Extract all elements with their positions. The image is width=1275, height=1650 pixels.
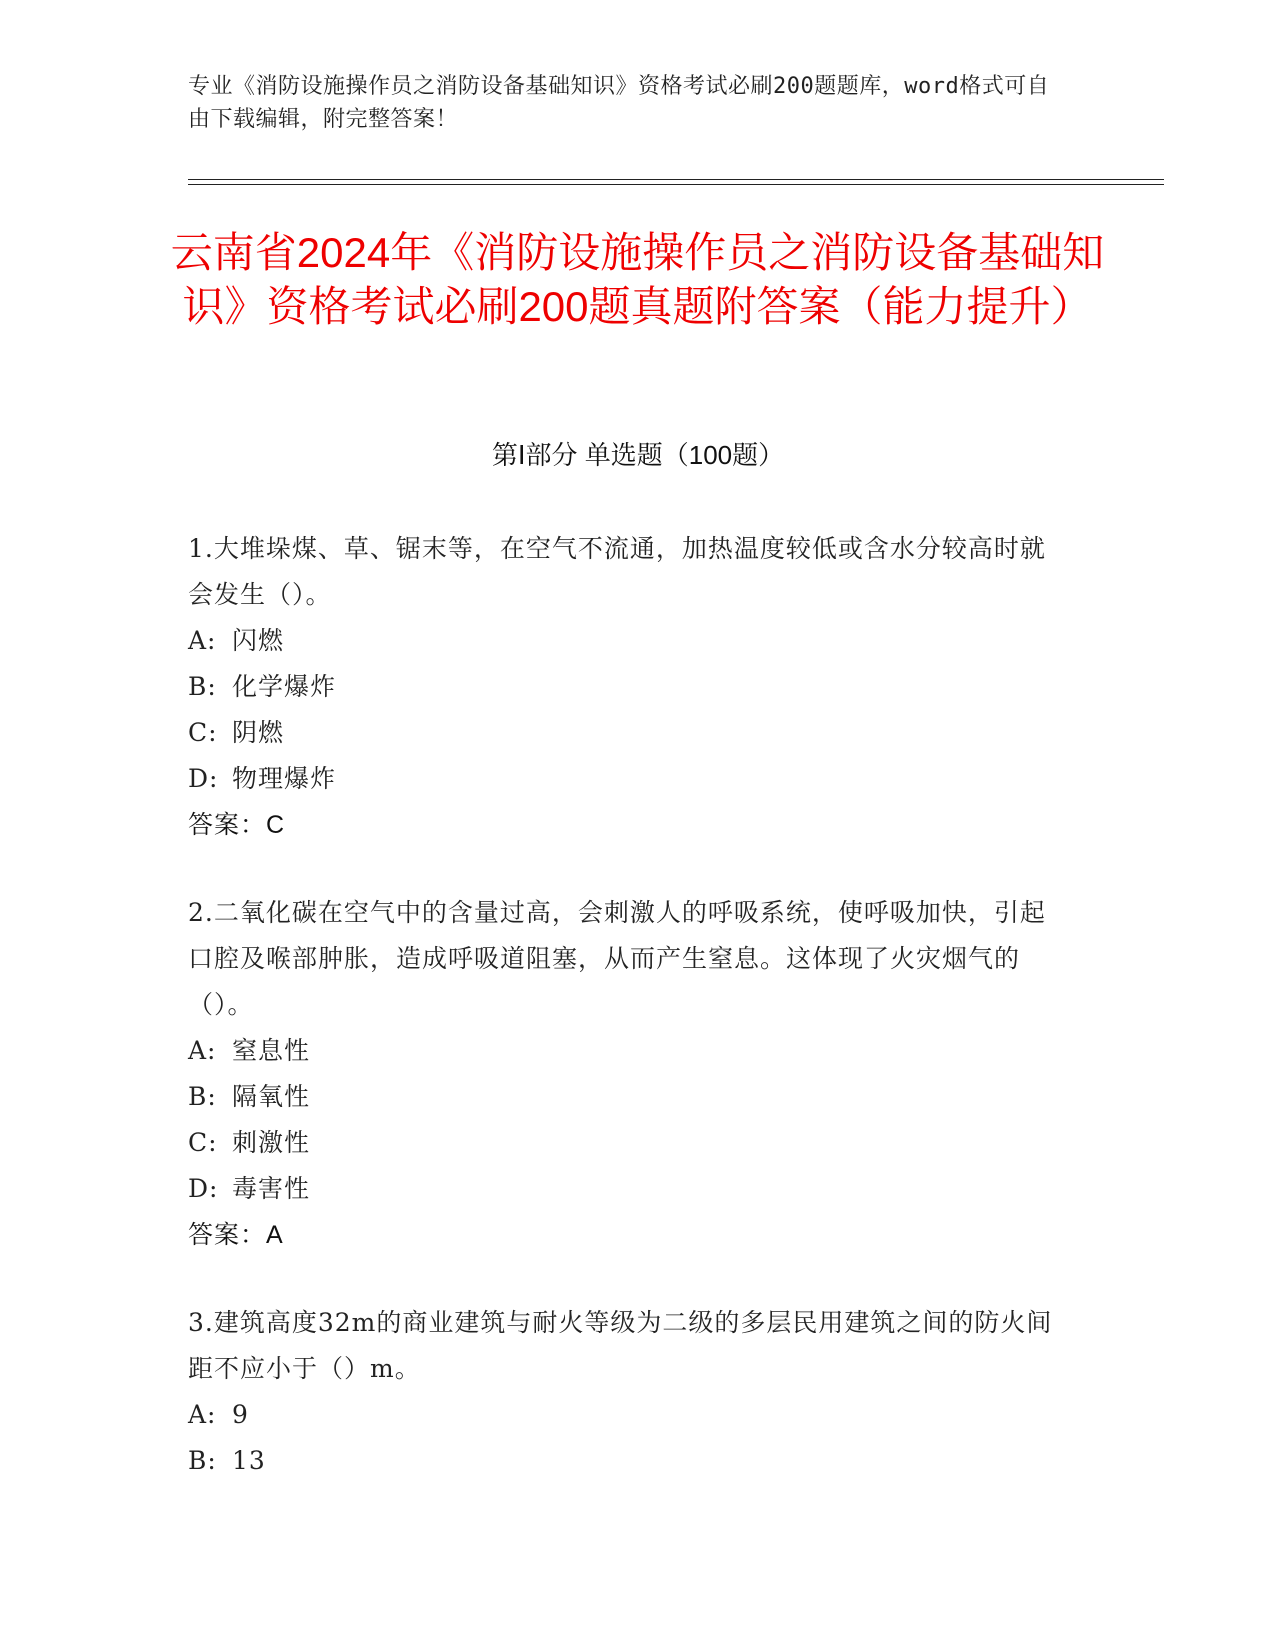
option-text: 刺激性	[232, 1128, 311, 1157]
question-2	[188, 890, 1058, 1258]
document-title: 云南省2024年《消防设施操作员之消防设备基础知识》资格考试必刷200题真题附答案（能力提升）	[170, 229, 1105, 330]
option-text: 9	[232, 1400, 249, 1429]
option-key: B:	[188, 1446, 217, 1475]
option-text: 隔氧性	[232, 1082, 311, 1111]
option-key: A:	[188, 626, 217, 655]
option-text: 化学爆炸	[232, 672, 337, 701]
option-c	[188, 710, 1058, 756]
option-key: D:	[188, 764, 219, 793]
option-text: 13	[232, 1446, 266, 1475]
option-b	[188, 1438, 1058, 1484]
option-a	[188, 618, 1058, 664]
header-divider-bottom	[188, 184, 1164, 185]
option-key: D:	[188, 1174, 219, 1203]
question-stem: 1.大堆垛煤、草、锯末等，在空气不流通，加热温度较低或含水分较高时就会发生（）。	[188, 534, 1046, 609]
question-stem: 3.建筑高度32m的商业建筑与耐火等级为二级的多层民用建筑之间的防火间距不应小于（）m。	[188, 1308, 1053, 1383]
option-text: 毒害性	[232, 1174, 311, 1203]
option-key: B:	[188, 672, 217, 701]
question-3	[188, 1300, 1058, 1484]
option-text: 物理爆炸	[232, 764, 337, 793]
option-b	[188, 664, 1058, 710]
section-heading: 第Ⅰ部分 单选题（100题）	[491, 440, 785, 470]
answer: 答案：C	[188, 811, 286, 839]
option-a	[188, 1028, 1058, 1074]
option-key: A:	[188, 1036, 217, 1065]
question-stem: 2.二氧化碳在空气中的含量过高，会刺激人的呼吸系统，使呼吸加快，引起口腔及喉部肿胀，造成呼吸道阻塞，从而产生窒息。这体现了火灾烟气的（）。	[188, 898, 1046, 1019]
option-text: 阴燃	[232, 718, 285, 747]
option-key: B:	[188, 1082, 217, 1111]
option-d	[188, 1166, 1058, 1212]
answer: 答案：A	[188, 1221, 284, 1249]
option-key: A:	[188, 1400, 217, 1429]
question-1	[188, 526, 1058, 848]
option-b	[188, 1074, 1058, 1120]
option-key: C:	[188, 1128, 218, 1157]
header-note: 专业《消防设施操作员之消防设备基础知识》资格考试必刷200题题库，word格式可自由下载编辑，附完整答案！	[188, 74, 1050, 132]
option-text: 闪燃	[232, 626, 285, 655]
option-key: C:	[188, 718, 218, 747]
header-divider-top	[188, 179, 1164, 180]
option-text: 窒息性	[232, 1036, 311, 1065]
option-a	[188, 1392, 1058, 1438]
option-c	[188, 1120, 1058, 1166]
option-d	[188, 756, 1058, 802]
